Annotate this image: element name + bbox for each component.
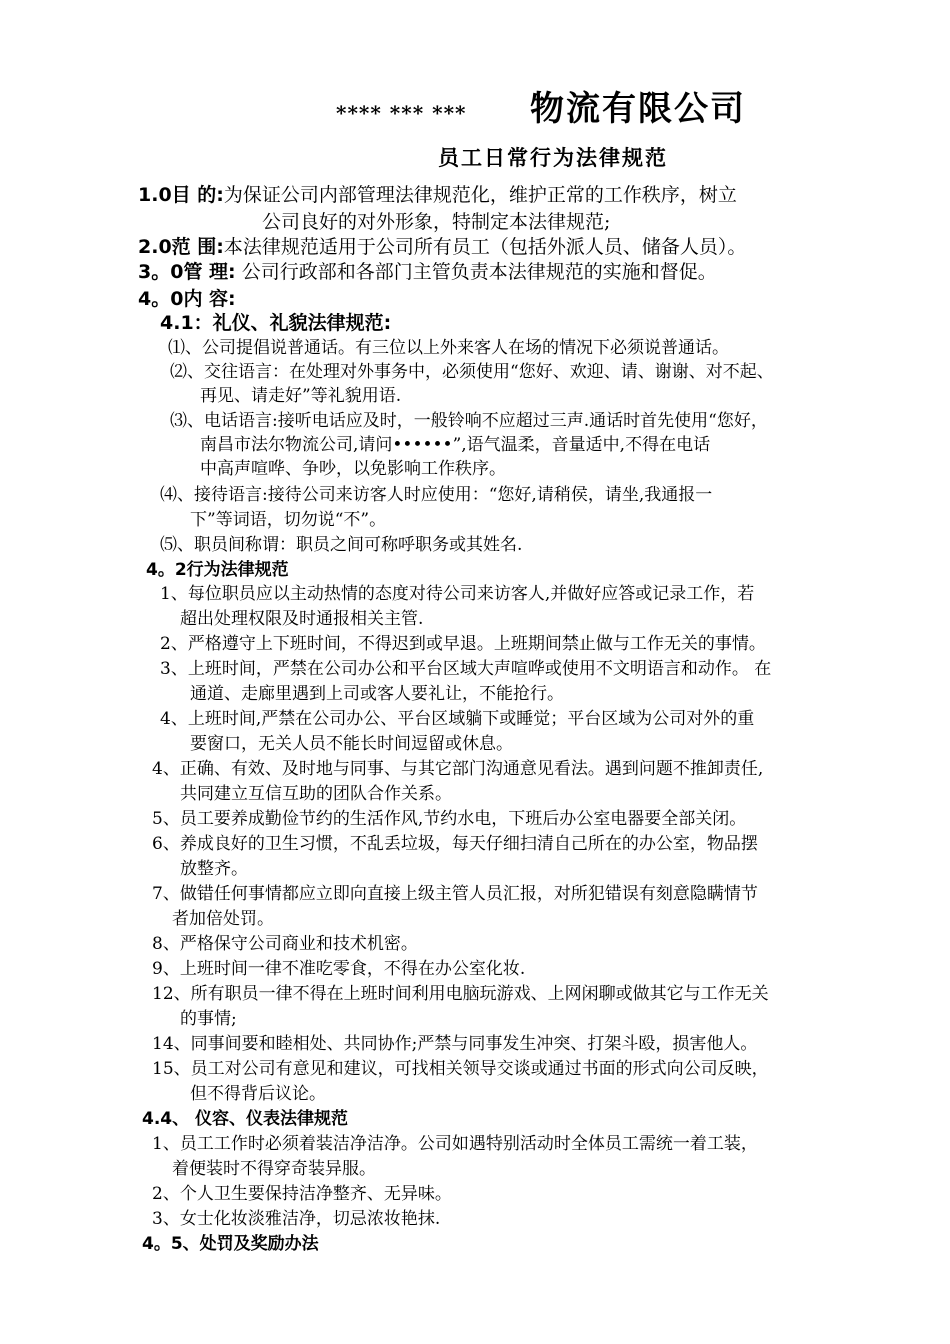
list-item: ⑴、公司提倡说普通话。有三位以上外来客人在场的情况下必须说普通话。 [168,338,729,358]
list-item: 共同建立互信互助的团队合作关系。 [180,784,452,804]
section-3-line [138,263,717,282]
list-item: 的事情; [180,1009,237,1029]
list-item: 中高声喧哗、争吵，以免影响工作秩序。 [200,459,506,479]
list-item: 4、正确、有效、及时地与同事、与其它部门沟通意见看法。遇到问题不推卸责任, [152,759,764,779]
section-2-line [138,238,746,257]
list-item: 12、所有职员一律不得在上班时间利用电脑玩游戏、上网闲聊或做其它与工作无关 [152,984,769,1004]
list-item: 通道、走廊里遇到上司或客人要礼让，不能抢行。 [190,684,564,704]
title-stars: **** *** *** [336,101,467,125]
list-item: ⑵、交往语言：在处理对外事务中，必须使用“您好、欢迎、请、谢谢、对不起、 [170,362,774,382]
list-item: ⑸、职员间称谓：职员之间可称呼职务或其姓名. [160,535,523,555]
list-item: 要窗口，无关人员不能长时间逗留或休息。 [190,734,513,754]
page-subtitle: 员工日常行为法律规范 [438,146,668,170]
section-4-4-heading: 4.4、 仪容、仪表法律规范 [142,1109,349,1129]
list-item: 6、养成良好的卫生习惯，不乱丢垃圾，每天仔细扫清自己所在的办公室，物品摆 [152,834,758,854]
list-item: 南昌市法尔物流公司,请问••••••”,语气温柔，音量适中,不得在电话 [200,435,711,455]
section-1-label: 1.0目 的: [138,184,224,206]
list-item: 1、每位职员应以主动热情的态度对待公司来访客人,并做好应答或记录工作，若 [160,584,755,604]
section-3-label: 3。0管 理: [138,261,236,283]
section-3-text: 公司行政部和各部门主管负责本法律规范的实施和督促。 [235,261,717,283]
list-item: 下”等词语，切勿说“不”。 [190,510,387,530]
list-item: 着便装时不得穿奇装异服。 [172,1159,376,1179]
section-1-text: 为保证公司内部管理法律规范化，维护正常的工作秩序，树立 [223,184,737,206]
list-item: 7、做错任何事情都应立即向直接上级主管人员汇报，对所犯错误有刻意隐瞒情节 [152,884,758,904]
list-item: ⑶、电话语言:接听电话应及时，一般铃响不应超过三声.通话时首先使用“您好， [170,411,768,431]
list-item: 者加倍处罚。 [172,909,274,929]
list-item: 5、员工要养成勤俭节约的生活作风,节约水电，下班后办公室电器要全部关闭。 [152,809,747,829]
list-item: 9、上班时间一律不准吃零食，不得在办公室化妆. [152,959,526,979]
list-item: 8、严格保守公司商业和技术机密。 [152,934,418,954]
section-1-line [138,186,737,205]
list-item: 但不得背后议论。 [190,1084,326,1104]
list-item: 15、员工对公司有意见和建议，可找相关领导交谈或通过书面的形式向公司反映， [152,1059,769,1079]
section-4-5-heading: 4。5、处罚及奖励办法 [142,1234,319,1254]
list-item: 1、员工工作时必须着装洁净洁净。公司如遇特别活动时全体员工需统一着工装， [152,1134,758,1154]
list-item: 3、上班时间，严禁在公司办公和平台区域大声喧哗或使用不文明语言和动作。 在 [160,659,772,679]
list-item: 再见、请走好”等礼貌用语. [200,386,402,406]
section-1-cont: 公司良好的对外形象，特制定本法律规范; [262,211,611,233]
section-4-1-heading: 4.1：礼仪、礼貌法律规范: [160,312,392,334]
list-item: 4、上班时间,严禁在公司办公、平台区域躺下或睡觉；平台区域为公司对外的重 [160,709,755,729]
list-item: ⑷、接待语言:接待公司来访客人时应使用：“您好,请稍侯，请坐,我通报一 [160,485,713,505]
list-item: 3、女士化妆淡雅洁净，切忌浓妆艳抹. [152,1209,441,1229]
company-name-suffix: 物流有限公司 [530,89,746,129]
section-4-label: 4。0内 容: [138,288,236,310]
list-item: 2、严格遵守上下班时间，不得迟到或早退。上班期间禁止做与工作无关的事情。 [160,634,766,654]
section-4-2-heading: 4。2行为法律规范 [146,560,289,580]
list-item: 14、同事间要和睦相处、共同协作;严禁与同事发生冲突、打架斗殴，损害他人。 [152,1034,758,1054]
section-2-label: 2.0范 围: [138,236,224,258]
section-2-text: 本法律规范适用于公司所有员工（包括外派人员、储备人员）。 [223,236,747,258]
list-item: 2、个人卫生要保持洁净整齐、无异味。 [152,1184,452,1204]
list-item: 超出处理权限及时通报相关主管. [180,609,424,629]
list-item: 放整齐。 [180,859,248,879]
